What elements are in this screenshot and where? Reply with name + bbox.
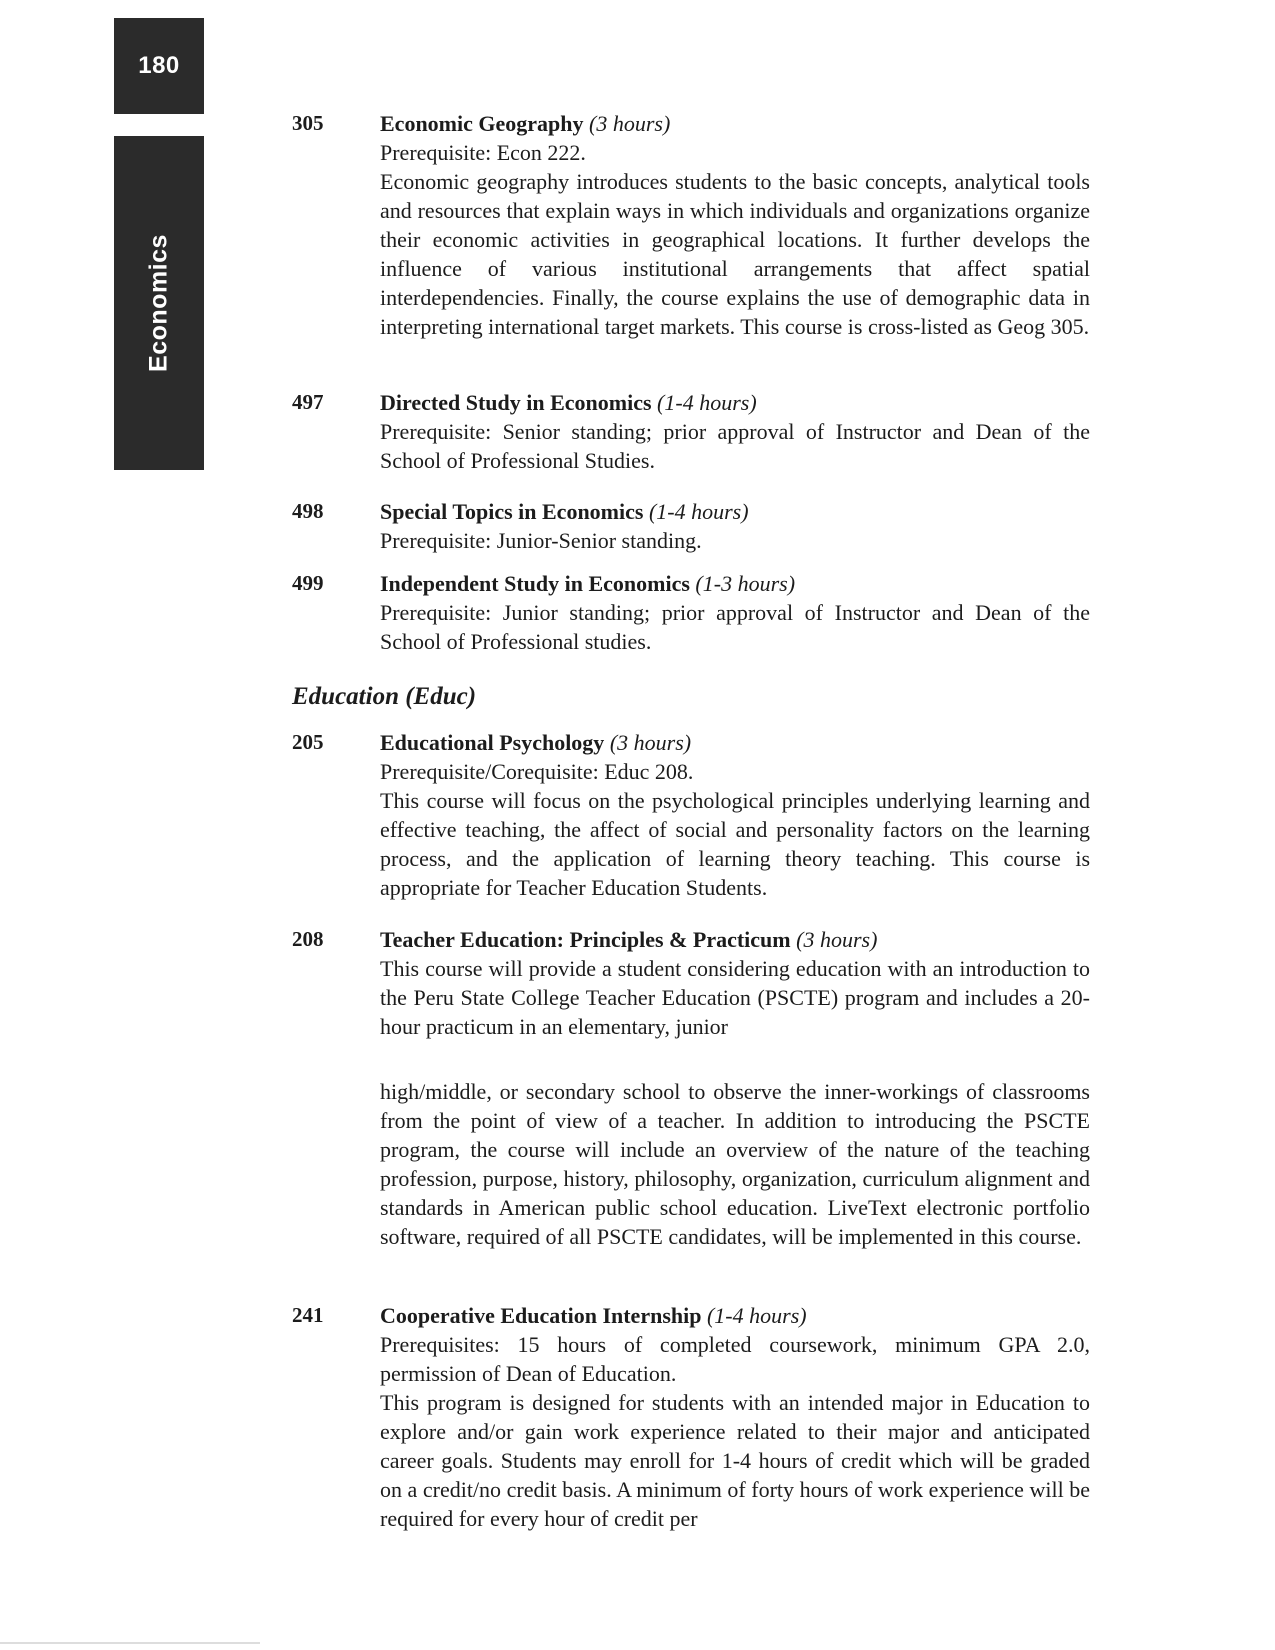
course-prereq: Prerequisite: Senior standing; prior approval of Instructor and Dean of the School of Professional Studies. <box>380 419 1090 473</box>
course-name: Directed Study in Economics <box>380 390 652 415</box>
course-description: Economic geography introduces students to the basic concepts, analytical tools and resources that explain ways in which individuals and organizations organize their economic activities in geographical locations. It further develops the influence of various institutional arrangements that affect spatial interdependencies. Finally, the course explains the use of demographic data in interpreting international target markets. This course is cross-listed as Geog 305. <box>380 169 1090 339</box>
course-title <box>380 1301 1090 1330</box>
course-title <box>380 925 1090 954</box>
course-title <box>380 109 1090 138</box>
course-number: 208 <box>292 927 324 951</box>
course-description-continued: high/middle, or secondary school to observe the inner-workings of classrooms from the point of view of a teacher. In addition to introducing the PSCTE program, the course will include an overview of the nature of the teaching profession, purpose, history, philosophy, organization, curriculum alignment and standards in American public school education. LiveText electronic portfolio software, required of all PSCTE candidates, will be implemented in this course. <box>380 1079 1090 1249</box>
course-hours: (3 hours) <box>796 927 878 952</box>
course-entry <box>292 388 1092 475</box>
course-entry <box>292 728 1092 902</box>
course-number: 241 <box>292 1303 324 1327</box>
course-name: Educational Psychology <box>380 730 605 755</box>
course-entry <box>292 497 1092 555</box>
course-description: This course will provide a student considering education with an introduction to the Peru State College Teacher Education (PSCTE) program and includes a 20-hour practicum in an elementary, junior <box>380 956 1090 1039</box>
course-hours: (1-4 hours) <box>648 499 749 524</box>
section-label: Economics <box>144 234 173 372</box>
course-name: Teacher Education: Principles & Practicum <box>380 927 791 952</box>
course-prereq: Prerequisite: Econ 222. <box>380 140 586 165</box>
course-name: Special Topics in Economics <box>380 499 644 524</box>
course-title <box>380 497 1090 526</box>
course-title <box>380 728 1090 757</box>
course-hours: (1-4 hours) <box>657 390 757 415</box>
course-prereq: Prerequisite: Junior-Senior standing. <box>380 528 702 553</box>
page-number: 180 <box>138 52 180 79</box>
course-entry <box>292 925 1092 1041</box>
course-number: 497 <box>292 390 324 414</box>
course-entry <box>292 1301 1092 1533</box>
course-hours: (1-3 hours) <box>695 571 796 596</box>
section-heading-education: Education (Educ) <box>292 683 477 710</box>
course-number: 205 <box>292 730 324 754</box>
course-entry <box>292 569 1092 656</box>
course-description: This course will focus on the psychological principles underlying learning and effective teaching, the affect of social and personality factors on the learning process, and the application of learning theory teaching. This course is appropriate for Teacher Education Students. <box>380 788 1090 900</box>
course-hours: (3 hours) <box>589 111 671 136</box>
course-title <box>380 388 1090 417</box>
course-number: 499 <box>292 571 324 595</box>
course-entry-continued <box>292 1077 1092 1251</box>
course-prereq: Prerequisite: Junior standing; prior approval of Instructor and Dean of the School of Professional studies. <box>380 600 1090 654</box>
course-prereq: Prerequisite/Corequisite: Educ 208. <box>380 759 694 784</box>
course-prereq: Prerequisites: 15 hours of completed coursework, minimum GPA 2.0, permission of Dean of Education. <box>380 1332 1090 1386</box>
course-name: Independent Study in Economics <box>380 571 690 596</box>
course-number: 498 <box>292 499 324 523</box>
page-number-tab <box>114 18 204 114</box>
course-entry <box>292 109 1092 341</box>
course-number: 305 <box>292 111 324 135</box>
course-name: Cooperative Education Internship <box>380 1303 702 1328</box>
course-hours: (3 hours) <box>609 730 692 755</box>
course-name: Economic Geography <box>380 111 584 136</box>
course-title <box>380 569 1090 598</box>
footer-rule <box>0 1642 260 1644</box>
section-tab <box>114 136 204 470</box>
course-hours: (1-4 hours) <box>706 1303 807 1328</box>
course-description: This program is designed for students with an intended major in Education to explore and/or gain work experience related to their major and anticipated career goals. Students may enroll for 1-4 hours of credit which will be graded on a credit/no credit basis. A minimum of forty hours of work experience will be required for every hour of credit per <box>380 1390 1090 1531</box>
